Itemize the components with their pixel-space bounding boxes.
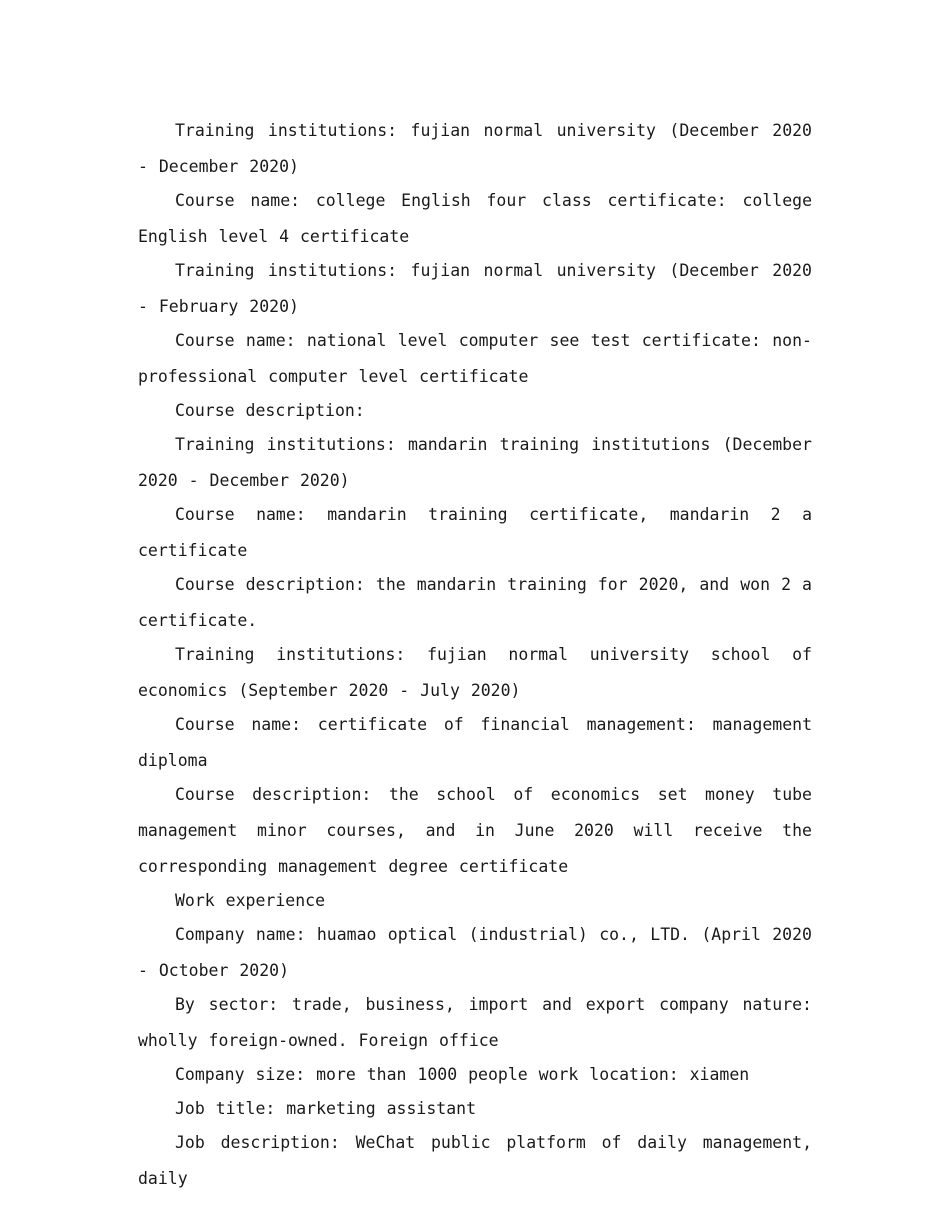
paragraph-job-title: Job title: marketing assistant	[175, 1099, 477, 1118]
paragraph-training-institution-2: Training institutions: fujian normal university (December 2020 - February 2020)	[138, 261, 812, 316]
paragraph-training-institution-1: Training institutions: fujian normal university (December 2020 - December 2020)	[138, 121, 812, 176]
paragraph-job-description: Job description: WeChat public platform of daily management, daily	[138, 1133, 812, 1188]
paragraph-training-institution-4: Training institutions: fujian normal university school of economics (September 2020 - July 2020)	[138, 645, 812, 700]
paragraph-course-name-3: Course name: mandarin training certificate, mandarin 2 a certificate	[138, 505, 812, 560]
paragraph-course-name-1: Course name: college English four class certificate: college English level 4 certificate	[138, 191, 812, 246]
document-body	[138, 113, 812, 1195]
paragraph-company-size: Company size: more than 1000 people work location: xiamen	[175, 1065, 750, 1084]
paragraph-course-description-1: Course description:	[175, 401, 365, 420]
paragraph-training-institution-3: Training institutions: mandarin training institutions (December 2020 - December 2020)	[138, 435, 812, 490]
paragraph-course-name-2: Course name: national level computer see test certificate: non-professional computer level certificate	[138, 331, 812, 386]
paragraph-company-sector: By sector: trade, business, import and export company nature: wholly foreign-owned. Foreign office	[138, 995, 812, 1050]
section-heading-work-experience: Work experience	[175, 891, 326, 910]
paragraph-course-description-2: Course description: the mandarin training for 2020, and won 2 a certificate.	[138, 575, 812, 630]
paragraph-course-name-4: Course name: certificate of financial management: management diploma	[138, 715, 812, 770]
paragraph-course-description-3: Course description: the school of economics set money tube management minor courses, and in June 2020 will receive the corresponding management degree certificate	[138, 785, 812, 876]
paragraph-company-name: Company name: huamao optical (industrial) co., LTD. (April 2020 - October 2020)	[138, 925, 812, 980]
